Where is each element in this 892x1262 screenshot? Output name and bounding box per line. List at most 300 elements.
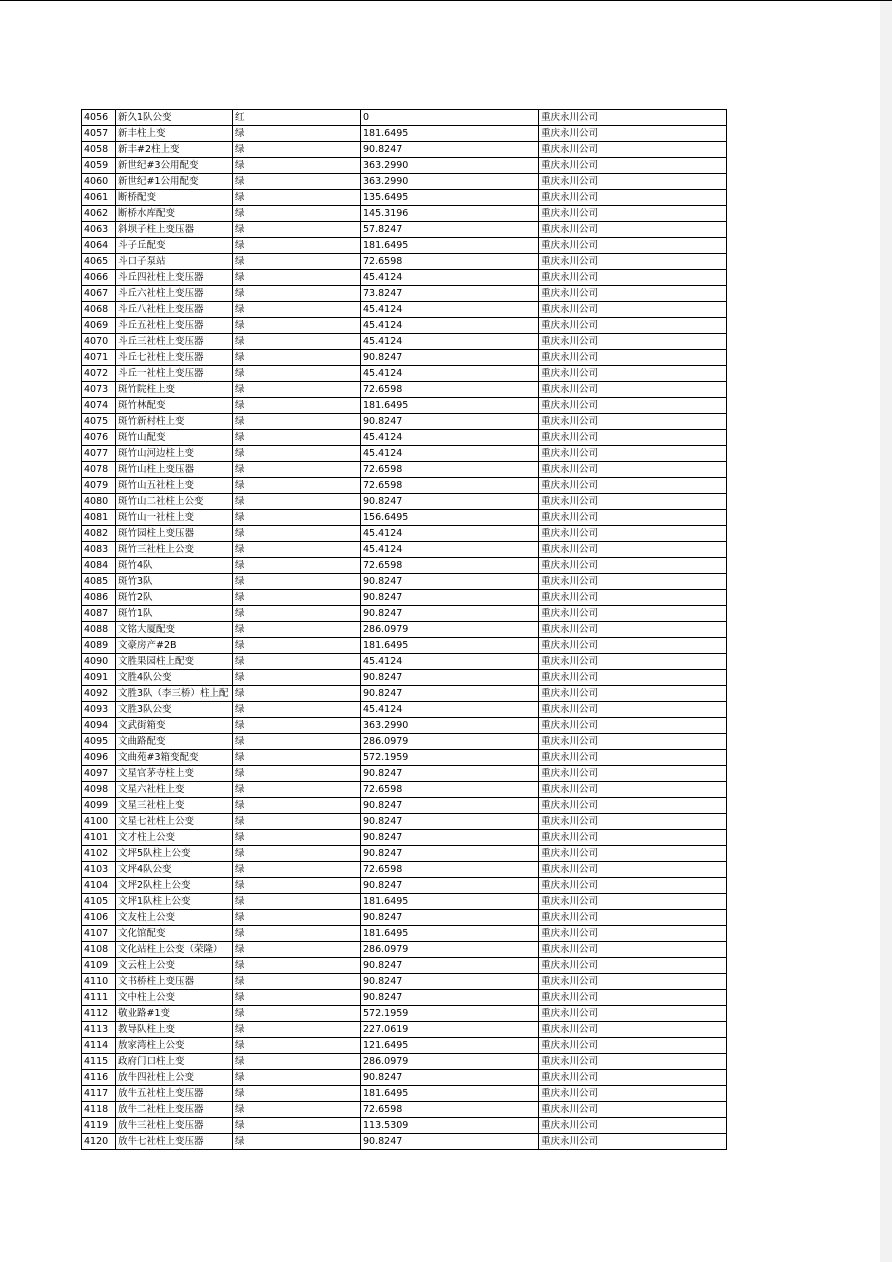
company-cell: 重庆永川公司 bbox=[539, 254, 727, 270]
table-row bbox=[82, 702, 727, 718]
row-id-cell: 4105 bbox=[82, 894, 116, 910]
company-cell: 重庆永川公司 bbox=[539, 846, 727, 862]
company-cell: 重庆永川公司 bbox=[539, 990, 727, 1006]
table-row bbox=[82, 670, 727, 686]
status-cell: 绿 bbox=[233, 1006, 361, 1022]
status-cell: 绿 bbox=[233, 1134, 361, 1150]
value-cell: 90.8247 bbox=[361, 670, 539, 686]
row-id-cell: 4092 bbox=[82, 686, 116, 702]
company-cell: 重庆永川公司 bbox=[539, 206, 727, 222]
table-row bbox=[82, 782, 727, 798]
value-cell: 72.6598 bbox=[361, 478, 539, 494]
row-id-cell: 4079 bbox=[82, 478, 116, 494]
company-cell: 重庆永川公司 bbox=[539, 910, 727, 926]
table-row bbox=[82, 222, 727, 238]
page-edge bbox=[880, 1, 892, 1262]
transformer-name-cell: 新世纪#3公用配变 bbox=[116, 158, 233, 174]
company-cell: 重庆永川公司 bbox=[539, 974, 727, 990]
status-cell: 绿 bbox=[233, 382, 361, 398]
company-cell: 重庆永川公司 bbox=[539, 414, 727, 430]
row-id-cell: 4080 bbox=[82, 494, 116, 510]
company-cell: 重庆永川公司 bbox=[539, 1038, 727, 1054]
company-cell: 重庆永川公司 bbox=[539, 734, 727, 750]
value-cell: 363.2990 bbox=[361, 158, 539, 174]
row-id-cell: 4056 bbox=[82, 110, 116, 126]
value-cell: 181.6495 bbox=[361, 238, 539, 254]
company-cell: 重庆永川公司 bbox=[539, 622, 727, 638]
value-cell: 572.1959 bbox=[361, 750, 539, 766]
table-row bbox=[82, 414, 727, 430]
transformer-name-cell: 新久1队公变 bbox=[116, 110, 233, 126]
table-row bbox=[82, 270, 727, 286]
value-cell: 45.4124 bbox=[361, 302, 539, 318]
row-id-cell: 4104 bbox=[82, 878, 116, 894]
status-cell: 绿 bbox=[233, 702, 361, 718]
table-row bbox=[82, 110, 727, 126]
company-cell: 重庆永川公司 bbox=[539, 878, 727, 894]
status-cell: 绿 bbox=[233, 846, 361, 862]
transformer-name-cell: 斑竹山柱上变压器 bbox=[116, 462, 233, 478]
value-cell: 90.8247 bbox=[361, 990, 539, 1006]
company-cell: 重庆永川公司 bbox=[539, 430, 727, 446]
status-cell: 绿 bbox=[233, 1118, 361, 1134]
row-id-cell: 4119 bbox=[82, 1118, 116, 1134]
transformer-name-cell: 文中柱上公变 bbox=[116, 990, 233, 1006]
company-cell: 重庆永川公司 bbox=[539, 558, 727, 574]
company-cell: 重庆永川公司 bbox=[539, 1134, 727, 1150]
value-cell: 572.1959 bbox=[361, 1006, 539, 1022]
table-row bbox=[82, 574, 727, 590]
transformer-name-cell: 斜坝子柱上变压器 bbox=[116, 222, 233, 238]
table-row bbox=[82, 174, 727, 190]
status-cell: 绿 bbox=[233, 366, 361, 382]
transformer-name-cell: 文星官茅寺柱上变 bbox=[116, 766, 233, 782]
table-row bbox=[82, 366, 727, 382]
status-cell: 绿 bbox=[233, 574, 361, 590]
transformer-name-cell: 斗丘七社柱上变压器 bbox=[116, 350, 233, 366]
table-row bbox=[82, 286, 727, 302]
value-cell: 145.3196 bbox=[361, 206, 539, 222]
value-cell: 135.6495 bbox=[361, 190, 539, 206]
company-cell: 重庆永川公司 bbox=[539, 350, 727, 366]
table-row bbox=[82, 1086, 727, 1102]
transformer-name-cell: 文坪4队公变 bbox=[116, 862, 233, 878]
row-id-cell: 4120 bbox=[82, 1134, 116, 1150]
transformer-name-cell: 文曲路配变 bbox=[116, 734, 233, 750]
value-cell: 90.8247 bbox=[361, 590, 539, 606]
row-id-cell: 4116 bbox=[82, 1070, 116, 1086]
value-cell: 181.6495 bbox=[361, 894, 539, 910]
transformer-name-cell: 斑竹山二社柱上公变 bbox=[116, 494, 233, 510]
table-row bbox=[82, 654, 727, 670]
transformer-name-cell: 敬业路#1变 bbox=[116, 1006, 233, 1022]
value-cell: 45.4124 bbox=[361, 318, 539, 334]
value-cell: 286.0979 bbox=[361, 734, 539, 750]
row-id-cell: 4073 bbox=[82, 382, 116, 398]
company-cell: 重庆永川公司 bbox=[539, 446, 727, 462]
table-row bbox=[82, 686, 727, 702]
row-id-cell: 4118 bbox=[82, 1102, 116, 1118]
company-cell: 重庆永川公司 bbox=[539, 766, 727, 782]
company-cell: 重庆永川公司 bbox=[539, 238, 727, 254]
status-cell: 绿 bbox=[233, 686, 361, 702]
status-cell: 绿 bbox=[233, 782, 361, 798]
row-id-cell: 4088 bbox=[82, 622, 116, 638]
table-row bbox=[82, 494, 727, 510]
value-cell: 363.2990 bbox=[361, 718, 539, 734]
company-cell: 重庆永川公司 bbox=[539, 270, 727, 286]
table-row bbox=[82, 142, 727, 158]
table-row bbox=[82, 622, 727, 638]
transformer-name-cell: 文化馆配变 bbox=[116, 926, 233, 942]
status-cell: 绿 bbox=[233, 638, 361, 654]
company-cell: 重庆永川公司 bbox=[539, 398, 727, 414]
table-row bbox=[82, 1022, 727, 1038]
value-cell: 286.0979 bbox=[361, 622, 539, 638]
value-cell: 286.0979 bbox=[361, 942, 539, 958]
status-cell: 绿 bbox=[233, 958, 361, 974]
value-cell: 121.6495 bbox=[361, 1038, 539, 1054]
transformer-name-cell: 敖家湾柱上公变 bbox=[116, 1038, 233, 1054]
row-id-cell: 4072 bbox=[82, 366, 116, 382]
status-cell: 绿 bbox=[233, 462, 361, 478]
value-cell: 181.6495 bbox=[361, 926, 539, 942]
transformer-name-cell: 文曲苑#3箱变配变 bbox=[116, 750, 233, 766]
company-cell: 重庆永川公司 bbox=[539, 782, 727, 798]
transformer-name-cell: 文胜3队公变 bbox=[116, 702, 233, 718]
row-id-cell: 4068 bbox=[82, 302, 116, 318]
table-row bbox=[82, 478, 727, 494]
company-cell: 重庆永川公司 bbox=[539, 718, 727, 734]
row-id-cell: 4071 bbox=[82, 350, 116, 366]
row-id-cell: 4085 bbox=[82, 574, 116, 590]
table-row bbox=[82, 718, 727, 734]
row-id-cell: 4109 bbox=[82, 958, 116, 974]
row-id-cell: 4086 bbox=[82, 590, 116, 606]
company-cell: 重庆永川公司 bbox=[539, 510, 727, 526]
transformer-table bbox=[81, 109, 727, 1150]
status-cell: 绿 bbox=[233, 190, 361, 206]
company-cell: 重庆永川公司 bbox=[539, 222, 727, 238]
page-top-border bbox=[0, 0, 892, 1]
table-row bbox=[82, 958, 727, 974]
company-cell: 重庆永川公司 bbox=[539, 126, 727, 142]
transformer-name-cell: 断桥水库配变 bbox=[116, 206, 233, 222]
status-cell: 绿 bbox=[233, 350, 361, 366]
row-id-cell: 4063 bbox=[82, 222, 116, 238]
status-cell: 绿 bbox=[233, 1102, 361, 1118]
status-cell: 绿 bbox=[233, 558, 361, 574]
row-id-cell: 4090 bbox=[82, 654, 116, 670]
transformer-name-cell: 文铭大厦配变 bbox=[116, 622, 233, 638]
value-cell: 72.6598 bbox=[361, 254, 539, 270]
status-cell: 绿 bbox=[233, 126, 361, 142]
value-cell: 90.8247 bbox=[361, 766, 539, 782]
value-cell: 90.8247 bbox=[361, 814, 539, 830]
status-cell: 绿 bbox=[233, 158, 361, 174]
status-cell: 绿 bbox=[233, 318, 361, 334]
company-cell: 重庆永川公司 bbox=[539, 286, 727, 302]
row-id-cell: 4066 bbox=[82, 270, 116, 286]
status-cell: 红 bbox=[233, 110, 361, 126]
row-id-cell: 4075 bbox=[82, 414, 116, 430]
row-id-cell: 4093 bbox=[82, 702, 116, 718]
row-id-cell: 4114 bbox=[82, 1038, 116, 1054]
transformer-name-cell: 文星七社柱上公变 bbox=[116, 814, 233, 830]
value-cell: 72.6598 bbox=[361, 558, 539, 574]
row-id-cell: 4112 bbox=[82, 1006, 116, 1022]
company-cell: 重庆永川公司 bbox=[539, 542, 727, 558]
company-cell: 重庆永川公司 bbox=[539, 174, 727, 190]
company-cell: 重庆永川公司 bbox=[539, 958, 727, 974]
value-cell: 227.0619 bbox=[361, 1022, 539, 1038]
row-id-cell: 4095 bbox=[82, 734, 116, 750]
transformer-name-cell: 放牛七社柱上变压器 bbox=[116, 1134, 233, 1150]
value-cell: 72.6598 bbox=[361, 1102, 539, 1118]
transformer-name-cell: 断桥配变 bbox=[116, 190, 233, 206]
transformer-name-cell: 文胜果园柱上配变 bbox=[116, 654, 233, 670]
status-cell: 绿 bbox=[233, 270, 361, 286]
company-cell: 重庆永川公司 bbox=[539, 830, 727, 846]
company-cell: 重庆永川公司 bbox=[539, 942, 727, 958]
table-row bbox=[82, 542, 727, 558]
value-cell: 181.6495 bbox=[361, 1086, 539, 1102]
company-cell: 重庆永川公司 bbox=[539, 526, 727, 542]
status-cell: 绿 bbox=[233, 798, 361, 814]
table-row bbox=[82, 334, 727, 350]
company-cell: 重庆永川公司 bbox=[539, 158, 727, 174]
company-cell: 重庆永川公司 bbox=[539, 302, 727, 318]
company-cell: 重庆永川公司 bbox=[539, 894, 727, 910]
table-row bbox=[82, 942, 727, 958]
row-id-cell: 4094 bbox=[82, 718, 116, 734]
transformer-name-cell: 文武街箱变 bbox=[116, 718, 233, 734]
company-cell: 重庆永川公司 bbox=[539, 670, 727, 686]
value-cell: 90.8247 bbox=[361, 606, 539, 622]
table-row bbox=[82, 1006, 727, 1022]
status-cell: 绿 bbox=[233, 542, 361, 558]
transformer-name-cell: 斑竹1队 bbox=[116, 606, 233, 622]
table-row bbox=[82, 254, 727, 270]
company-cell: 重庆永川公司 bbox=[539, 862, 727, 878]
status-cell: 绿 bbox=[233, 254, 361, 270]
company-cell: 重庆永川公司 bbox=[539, 1086, 727, 1102]
row-id-cell: 4117 bbox=[82, 1086, 116, 1102]
status-cell: 绿 bbox=[233, 494, 361, 510]
value-cell: 90.8247 bbox=[361, 574, 539, 590]
status-cell: 绿 bbox=[233, 894, 361, 910]
row-id-cell: 4062 bbox=[82, 206, 116, 222]
status-cell: 绿 bbox=[233, 910, 361, 926]
transformer-name-cell: 斑竹山五社柱上变 bbox=[116, 478, 233, 494]
transformer-name-cell: 斗丘五社柱上变压器 bbox=[116, 318, 233, 334]
transformer-name-cell: 斗丘六社柱上变压器 bbox=[116, 286, 233, 302]
status-cell: 绿 bbox=[233, 526, 361, 542]
status-cell: 绿 bbox=[233, 1086, 361, 1102]
status-cell: 绿 bbox=[233, 446, 361, 462]
transformer-name-cell: 斑竹三社柱上公变 bbox=[116, 542, 233, 558]
table-row bbox=[82, 1134, 727, 1150]
company-cell: 重庆永川公司 bbox=[539, 638, 727, 654]
status-cell: 绿 bbox=[233, 302, 361, 318]
row-id-cell: 4078 bbox=[82, 462, 116, 478]
row-id-cell: 4061 bbox=[82, 190, 116, 206]
transformer-name-cell: 斑竹3队 bbox=[116, 574, 233, 590]
status-cell: 绿 bbox=[233, 830, 361, 846]
status-cell: 绿 bbox=[233, 510, 361, 526]
table-row bbox=[82, 798, 727, 814]
value-cell: 45.4124 bbox=[361, 430, 539, 446]
row-id-cell: 4091 bbox=[82, 670, 116, 686]
transformer-name-cell: 斗丘四社柱上变压器 bbox=[116, 270, 233, 286]
row-id-cell: 4076 bbox=[82, 430, 116, 446]
status-cell: 绿 bbox=[233, 974, 361, 990]
status-cell: 绿 bbox=[233, 654, 361, 670]
company-cell: 重庆永川公司 bbox=[539, 110, 727, 126]
value-cell: 113.5309 bbox=[361, 1118, 539, 1134]
company-cell: 重庆永川公司 bbox=[539, 926, 727, 942]
status-cell: 绿 bbox=[233, 1054, 361, 1070]
status-cell: 绿 bbox=[233, 1038, 361, 1054]
table-row bbox=[82, 446, 727, 462]
transformer-name-cell: 文胜4队公变 bbox=[116, 670, 233, 686]
table-row bbox=[82, 1118, 727, 1134]
table-row bbox=[82, 1070, 727, 1086]
value-cell: 45.4124 bbox=[361, 446, 539, 462]
transformer-name-cell: 文胜3队（李三桥）柱上配 bbox=[116, 686, 233, 702]
transformer-name-cell: 教导队柱上变 bbox=[116, 1022, 233, 1038]
row-id-cell: 4069 bbox=[82, 318, 116, 334]
transformer-name-cell: 文坪1队柱上公变 bbox=[116, 894, 233, 910]
value-cell: 72.6598 bbox=[361, 462, 539, 478]
company-cell: 重庆永川公司 bbox=[539, 366, 727, 382]
value-cell: 90.8247 bbox=[361, 798, 539, 814]
value-cell: 181.6495 bbox=[361, 398, 539, 414]
table-row bbox=[82, 526, 727, 542]
transformer-name-cell: 政府门口柱上变 bbox=[116, 1054, 233, 1070]
table-row bbox=[82, 206, 727, 222]
status-cell: 绿 bbox=[233, 238, 361, 254]
value-cell: 90.8247 bbox=[361, 910, 539, 926]
value-cell: 45.4124 bbox=[361, 702, 539, 718]
value-cell: 45.4124 bbox=[361, 334, 539, 350]
row-id-cell: 4081 bbox=[82, 510, 116, 526]
company-cell: 重庆永川公司 bbox=[539, 1006, 727, 1022]
status-cell: 绿 bbox=[233, 174, 361, 190]
company-cell: 重庆永川公司 bbox=[539, 798, 727, 814]
status-cell: 绿 bbox=[233, 606, 361, 622]
value-cell: 57.8247 bbox=[361, 222, 539, 238]
company-cell: 重庆永川公司 bbox=[539, 334, 727, 350]
table-row bbox=[82, 750, 727, 766]
value-cell: 72.6598 bbox=[361, 782, 539, 798]
table-row bbox=[82, 238, 727, 254]
status-cell: 绿 bbox=[233, 590, 361, 606]
value-cell: 45.4124 bbox=[361, 542, 539, 558]
transformer-name-cell: 斑竹山河边柱上变 bbox=[116, 446, 233, 462]
row-id-cell: 4083 bbox=[82, 542, 116, 558]
value-cell: 90.8247 bbox=[361, 414, 539, 430]
transformer-name-cell: 文云柱上公变 bbox=[116, 958, 233, 974]
row-id-cell: 4115 bbox=[82, 1054, 116, 1070]
status-cell: 绿 bbox=[233, 734, 361, 750]
company-cell: 重庆永川公司 bbox=[539, 478, 727, 494]
table-row bbox=[82, 606, 727, 622]
value-cell: 0 bbox=[361, 110, 539, 126]
status-cell: 绿 bbox=[233, 1022, 361, 1038]
company-cell: 重庆永川公司 bbox=[539, 1118, 727, 1134]
value-cell: 45.4124 bbox=[361, 270, 539, 286]
table-row bbox=[82, 510, 727, 526]
company-cell: 重庆永川公司 bbox=[539, 606, 727, 622]
row-id-cell: 4096 bbox=[82, 750, 116, 766]
row-id-cell: 4099 bbox=[82, 798, 116, 814]
table-row bbox=[82, 590, 727, 606]
table-row bbox=[82, 462, 727, 478]
transformer-name-cell: 文坪2队柱上公变 bbox=[116, 878, 233, 894]
row-id-cell: 4060 bbox=[82, 174, 116, 190]
company-cell: 重庆永川公司 bbox=[539, 750, 727, 766]
row-id-cell: 4058 bbox=[82, 142, 116, 158]
table-row bbox=[82, 926, 727, 942]
status-cell: 绿 bbox=[233, 142, 361, 158]
status-cell: 绿 bbox=[233, 1070, 361, 1086]
row-id-cell: 4107 bbox=[82, 926, 116, 942]
transformer-name-cell: 斑竹山配变 bbox=[116, 430, 233, 446]
transformer-name-cell: 放牛二社柱上变压器 bbox=[116, 1102, 233, 1118]
row-id-cell: 4070 bbox=[82, 334, 116, 350]
transformer-name-cell: 文化站柱上公变（荣隆） bbox=[116, 942, 233, 958]
value-cell: 72.6598 bbox=[361, 862, 539, 878]
row-id-cell: 4065 bbox=[82, 254, 116, 270]
company-cell: 重庆永川公司 bbox=[539, 190, 727, 206]
status-cell: 绿 bbox=[233, 398, 361, 414]
row-id-cell: 4067 bbox=[82, 286, 116, 302]
row-id-cell: 4074 bbox=[82, 398, 116, 414]
table-row bbox=[82, 862, 727, 878]
value-cell: 90.8247 bbox=[361, 974, 539, 990]
value-cell: 90.8247 bbox=[361, 830, 539, 846]
status-cell: 绿 bbox=[233, 286, 361, 302]
company-cell: 重庆永川公司 bbox=[539, 318, 727, 334]
value-cell: 90.8247 bbox=[361, 350, 539, 366]
value-cell: 90.8247 bbox=[361, 1070, 539, 1086]
value-cell: 90.8247 bbox=[361, 494, 539, 510]
status-cell: 绿 bbox=[233, 334, 361, 350]
row-id-cell: 4103 bbox=[82, 862, 116, 878]
company-cell: 重庆永川公司 bbox=[539, 686, 727, 702]
status-cell: 绿 bbox=[233, 414, 361, 430]
transformer-name-cell: 新世纪#1公用配变 bbox=[116, 174, 233, 190]
transformer-name-cell: 斗丘一社柱上变压器 bbox=[116, 366, 233, 382]
value-cell: 181.6495 bbox=[361, 638, 539, 654]
transformer-name-cell: 放牛三社柱上变压器 bbox=[116, 1118, 233, 1134]
value-cell: 90.8247 bbox=[361, 142, 539, 158]
row-id-cell: 4082 bbox=[82, 526, 116, 542]
transformer-name-cell: 斗口子泵站 bbox=[116, 254, 233, 270]
company-cell: 重庆永川公司 bbox=[539, 1102, 727, 1118]
transformer-name-cell: 文书桥柱上变压器 bbox=[116, 974, 233, 990]
row-id-cell: 4084 bbox=[82, 558, 116, 574]
transformer-name-cell: 斑竹山一社柱上变 bbox=[116, 510, 233, 526]
table-row bbox=[82, 190, 727, 206]
value-cell: 72.6598 bbox=[361, 382, 539, 398]
status-cell: 绿 bbox=[233, 878, 361, 894]
company-cell: 重庆永川公司 bbox=[539, 1054, 727, 1070]
row-id-cell: 4111 bbox=[82, 990, 116, 1006]
transformer-name-cell: 新丰柱上变 bbox=[116, 126, 233, 142]
company-cell: 重庆永川公司 bbox=[539, 1070, 727, 1086]
